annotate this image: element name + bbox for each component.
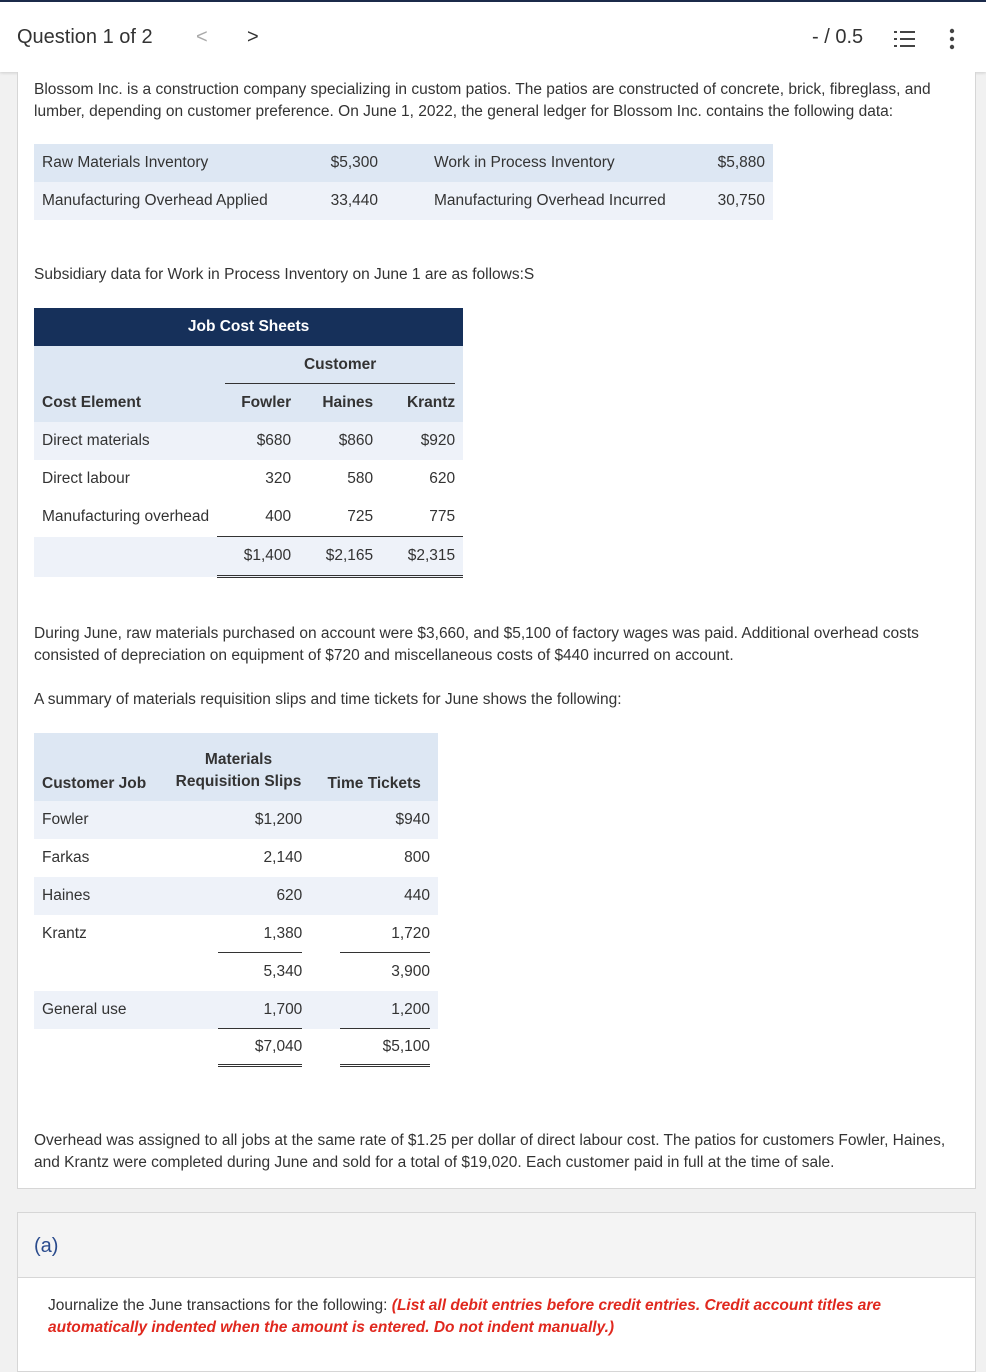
ledger-value: 30,750 (717, 192, 765, 209)
column-header: Customer Job (34, 733, 167, 801)
row-label: Fowler (34, 801, 167, 839)
column-header: Haines (299, 384, 381, 422)
table-row (34, 1029, 438, 1067)
part-a-card (17, 1212, 976, 1372)
cell-value: 1,720 (340, 916, 430, 953)
requisition-summary-table (34, 733, 438, 1067)
total-value: $5,100 (340, 1030, 430, 1067)
table-row (34, 384, 463, 422)
row-label: General use (34, 991, 167, 1029)
question-header-bar (0, 0, 986, 72)
part-a-instruction (48, 1295, 928, 1339)
overhead-text: Overhead was assigned to all jobs at the same rate of $1.25 per dollar of direct labour cost. The patios for customers Fowler, Haines, and Krantz were completed during June and sold for a total of $19,020. Each customer paid in full at the time of sale. (34, 1132, 946, 1171)
subsidiary-text: Subsidiary data for Work in Process Inventory on June 1 are as follows:S (34, 266, 535, 283)
question-counter: Question 1 of 2 (17, 26, 153, 48)
row-label: Haines (34, 877, 167, 915)
table-row (34, 733, 438, 801)
summary-text: A summary of materials requisition slips and time tickets for June shows the following: (34, 691, 622, 708)
column-header-line: Materials (204, 751, 273, 768)
column-header: Time Tickets (310, 733, 438, 801)
instruction-text: Journalize the June transactions for the following: (48, 1297, 392, 1314)
customer-group-header: Customer (225, 347, 455, 384)
table-row (34, 144, 773, 182)
part-label: (a) (34, 1235, 59, 1257)
table-row (34, 953, 438, 991)
job-cost-sheets-table (34, 308, 463, 578)
ledger-label: Manufacturing Overhead Incurred (434, 192, 666, 209)
row-label: Direct labour (34, 460, 217, 498)
cell-value: 1,700 (218, 992, 302, 1029)
table-row (34, 801, 438, 839)
ledger-value: $5,880 (717, 154, 765, 171)
table-title: Job Cost Sheets (34, 308, 463, 346)
table-row (34, 308, 463, 346)
previous-question-button[interactable]: < (196, 26, 208, 48)
cell-value: 2,140 (167, 839, 311, 877)
row-label: Direct materials (34, 422, 217, 460)
intro-paragraph: Blossom Inc. is a construction company specializing in custom patios. The patios are constructed of concrete, brick, fibreglass, and lumber, depending on customer preference. On June 1, 2022, the general ledger for Blossom Inc. contains the following data: (34, 81, 931, 120)
subtotal-value: 5,340 (167, 953, 311, 991)
row-label: Krantz (34, 915, 167, 953)
cell-value: 580 (299, 460, 381, 498)
cell-value: 440 (310, 877, 438, 915)
table-row (34, 346, 463, 384)
total-value: $1,400 (217, 537, 299, 577)
ledger-value: $5,300 (330, 154, 378, 171)
score-display: - / 0.5 (812, 26, 864, 48)
subtotal-value: 3,900 (310, 953, 438, 991)
question-list-icon[interactable] (893, 29, 915, 49)
cell-value: 620 (167, 877, 311, 915)
cell-value: 400 (217, 498, 299, 537)
table-row (34, 877, 438, 915)
cell-value: 1,200 (340, 992, 430, 1029)
table-row (34, 991, 438, 1029)
ledger-value: 33,440 (330, 192, 378, 209)
cell-value: $680 (217, 422, 299, 460)
next-question-button[interactable]: > (247, 26, 259, 48)
table-row (34, 498, 463, 537)
part-a-header (18, 1213, 975, 1278)
row-label: Farkas (34, 839, 167, 877)
cell-value: 620 (381, 460, 463, 498)
total-value: $2,315 (381, 537, 463, 577)
total-value: $2,165 (299, 537, 381, 577)
cell-value: 800 (310, 839, 438, 877)
table-row (34, 915, 438, 953)
ledger-label: Manufacturing Overhead Applied (42, 192, 268, 209)
more-options-icon[interactable] (944, 28, 960, 50)
column-header-line: Requisition Slips (175, 773, 302, 790)
cell-value: $940 (310, 801, 438, 839)
ledger-label: Work in Process Inventory (434, 154, 615, 171)
cell-value: 725 (299, 498, 381, 537)
row-label: Manufacturing overhead (34, 498, 217, 537)
instruction-note: (List all debit entries before credit entries. Credit account titles are automatically indented when the amount is entered. Do not indent manually.) (48, 1297, 882, 1336)
table-row (34, 839, 438, 877)
cell-value: $1,200 (167, 801, 311, 839)
general-ledger-table (34, 144, 773, 220)
june-transactions-text: During June, raw materials purchased on account were $3,660, and $5,100 of factory wages was paid. Additional overhead costs consisted of depreciation on equipment of $720 and miscellaneous costs of $440 incurred on account. (34, 625, 919, 664)
cell-value: $920 (381, 422, 463, 460)
table-row (34, 537, 463, 577)
column-header: Cost Element (34, 384, 217, 422)
cell-value: $860 (299, 422, 381, 460)
table-row (34, 460, 463, 498)
column-header: Fowler (217, 384, 299, 422)
ledger-label: Raw Materials Inventory (42, 154, 209, 171)
question-card (17, 72, 976, 1189)
column-header: Krantz (381, 384, 463, 422)
table-row (34, 422, 463, 460)
cell-value: 320 (217, 460, 299, 498)
cell-value: 1,380 (218, 916, 302, 953)
total-value: $7,040 (218, 1030, 302, 1067)
cell-value: 775 (381, 498, 463, 537)
column-header (167, 733, 311, 801)
table-row (34, 182, 773, 220)
